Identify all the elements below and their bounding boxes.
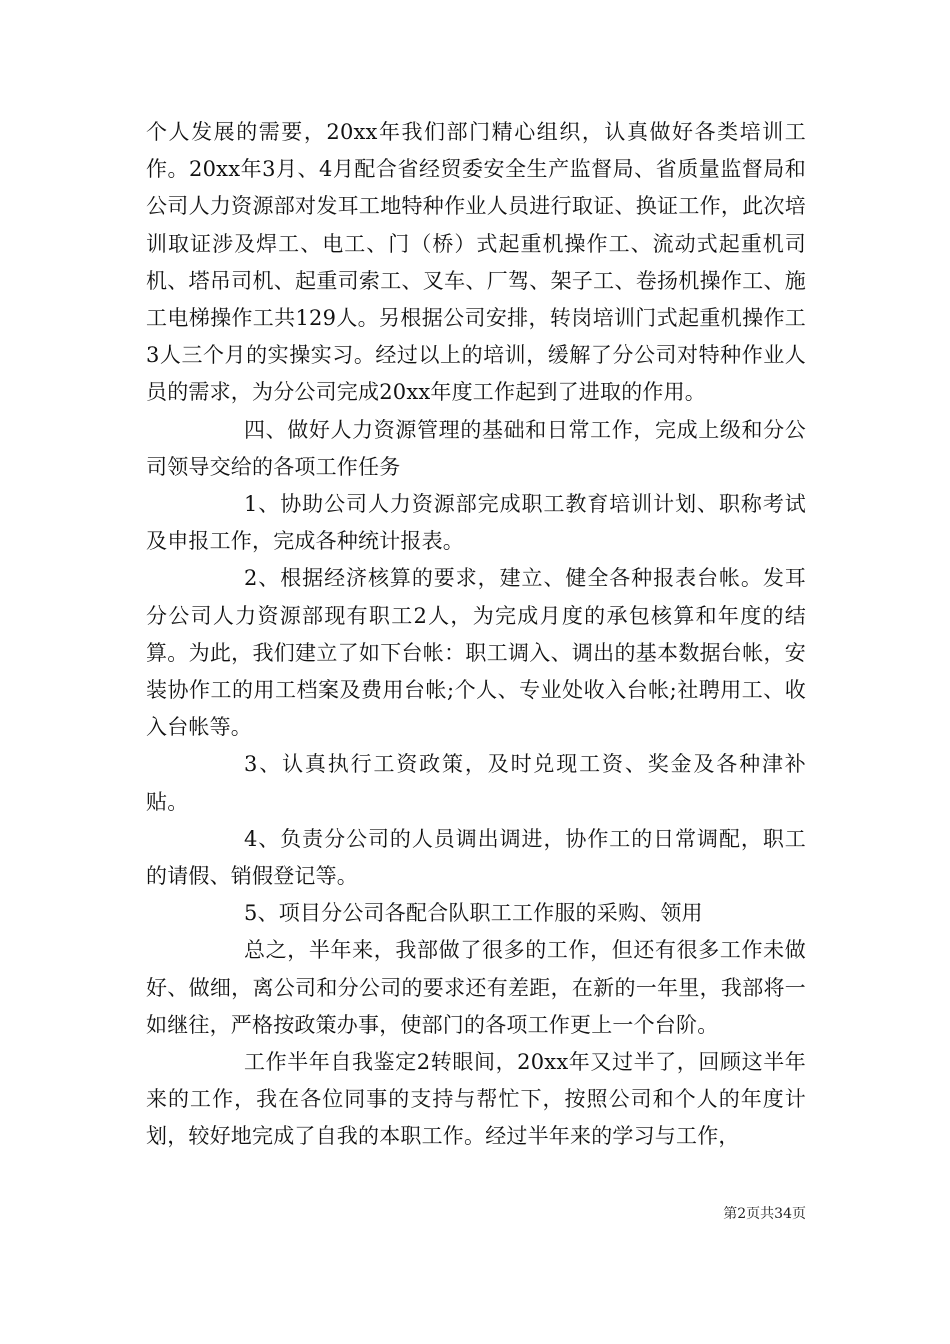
paragraph-self-appraisal: 工作半年自我鉴定2转眼间，20xx年又过半了，回顾这半年来的工作，我在各位同事的支持与帮忙下，按照公司和个人的年度计划，较好地完成了自我的本职工作。经过半年来的学习与工作， [146,1050,806,1149]
list-item-2: 2、根据经济核算的要求，建立、健全各种报表台帐。发耳分公司人力资源部现有职工2人，为完成月度的承包核算和年度的结算。为此，我们建立了如下台帐：职工调入、调出的基本数据台帐，安装协作工的用工档案及费用台帐;个人、专业处收入台帐;社聘用工、收入台帐等。 [146,566,806,740]
list-item-5: 5、项目分公司各配合队职工工作服的采购、领用 [244,901,703,926]
page-number-footer: 第2页共34页 [723,1206,806,1222]
list-item-3: 3、认真执行工资政策，及时兑现工资、奖金及各种津补贴。 [146,752,806,814]
document-body [146,114,806,1156]
paragraph-summary: 总之，半年来，我部做了很多的工作，但还有很多工作未做好、做细，离公司和分公司的要求还有差距，在新的一年里，我部将一如继往，严格按政策办事，使部门的各项工作更上一个台阶。 [146,938,806,1037]
paragraph-training-continued: 个人发展的需要，20xx年我们部门精心组织，认真做好各类培训工作。20xx年3月、4月配合省经贸委安全生产监督局、省质量监督局和公司人力资源部对发耳工地特种作业人员进行取证、换证工作，此次培训取证涉及焊工、电工、门（桥）式起重机操作工、流动式起重机司机、塔吊司机、起重司索工、叉车、厂驾、架子工、卷扬机操作工、施工电梯操作工共129人。另根据公司安排，转岗培训门式起重机操作工3人三个月的实操实习。经过以上的培训，缓解了分公司对特种作业人员的需求，为分公司完成20xx年度工作起到了进取的作用。 [146,120,806,405]
list-item-1: 1、协助公司人力资源部完成职工教育培训计划、职称考试及申报工作，完成各种统计报表。 [146,492,806,554]
section-heading-four: 四、做好人力资源管理的基础和日常工作，完成上级和分公司领导交给的各项工作任务 [146,417,806,479]
list-item-4: 4、负责分公司的人员调出调进，协作工的日常调配，职工的请假、销假登记等。 [146,826,806,889]
